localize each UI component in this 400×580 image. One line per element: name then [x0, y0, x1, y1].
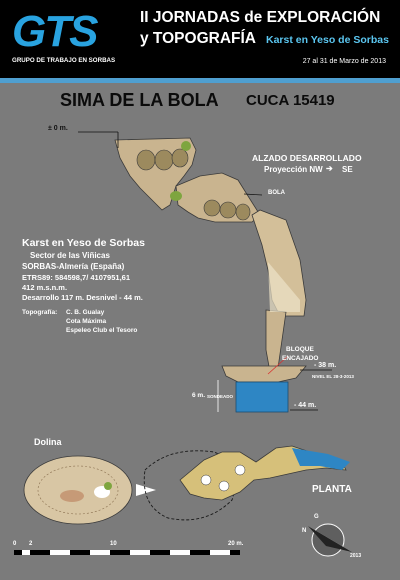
sector: Sector de las Viñicas — [30, 251, 110, 260]
scale-label: 0 — [13, 541, 17, 547]
grid-label: G — [314, 514, 319, 520]
boulder — [220, 202, 236, 218]
cave-lower-shaft — [266, 310, 286, 372]
event-title-line2: y TOPOGRAFÍA — [140, 30, 256, 47]
sondeado-depth: 6 m. — [192, 392, 206, 399]
development-depth: Desarrollo 117 m. Desnivel - 44 m. — [22, 293, 143, 302]
north-label: N — [302, 528, 307, 534]
boulder — [137, 150, 155, 170]
vegetation — [170, 191, 182, 201]
gts-logo: GTS — [12, 7, 97, 56]
label-bola: BOLA — [268, 190, 285, 196]
depth-zero: ± 0 m. — [48, 125, 68, 132]
depth-44: - 44 m. — [294, 402, 317, 409]
vegetation — [181, 141, 191, 151]
planta-label: PLANTA — [312, 484, 352, 495]
projection-label: Proyección NW — [264, 165, 323, 174]
topo-label: Topografía: — [22, 309, 58, 316]
year-label: 2013 — [350, 553, 362, 559]
boulder — [204, 200, 220, 216]
scale-label: 20 m. — [228, 541, 244, 547]
sondeado-label: SONDEADO — [207, 394, 234, 399]
location: SORBAS-Almería (España) — [22, 262, 125, 271]
label-encajado: ENCAJADO — [282, 355, 319, 362]
projection-arrow-icon: ➔ — [326, 164, 333, 173]
topo-name: Espeleo Club el Tesoro — [66, 327, 138, 334]
dolina-arrow — [136, 484, 156, 496]
boulder — [172, 149, 188, 167]
logo-subtitle: GRUPO DE TRABAJO EN SORBAS — [12, 57, 116, 64]
boulder — [236, 204, 250, 220]
scale-label: 10 — [110, 541, 117, 547]
altitude: 412 m.s.n.m. — [22, 283, 68, 292]
label-bloque: BLOQUE — [286, 346, 314, 353]
plan-view — [24, 446, 350, 524]
projection-end: SE — [342, 165, 353, 174]
elevation-profile — [78, 132, 332, 412]
event-dates: 27 al 31 de Marzo de 2013 — [302, 58, 386, 65]
nivel-label: NIVEL EL 28-3-2013 — [312, 374, 354, 379]
topo-name: Cota Máxima — [66, 318, 107, 325]
cave-code: CUCA 15419 — [246, 92, 335, 109]
cave-bottom-chamber — [222, 366, 306, 382]
karst-title: Karst en Yeso de Sorbas — [22, 237, 145, 249]
map-title: SIMA DE LA BOLA — [60, 90, 219, 110]
compass-icon — [308, 524, 352, 556]
event-title-line1: II JORNADAS de EXPLORACIÓN — [140, 9, 381, 26]
topo-name: C. B. Gualay — [66, 309, 105, 316]
depth-38: - 38 m. — [314, 362, 337, 369]
elevation-title: ALZADO DESARROLLADO — [252, 153, 362, 163]
water-sump — [236, 382, 288, 412]
etrs-coordinates: ETRS89: 584598,7/ 4107951,61 — [22, 273, 130, 282]
boulder — [155, 150, 173, 170]
dolina-label: Dolina — [34, 437, 62, 447]
scale-bar — [14, 550, 240, 555]
scale-label: 2 — [29, 541, 33, 547]
event-subtitle: Karst en Yeso de Sorbas — [266, 34, 389, 46]
